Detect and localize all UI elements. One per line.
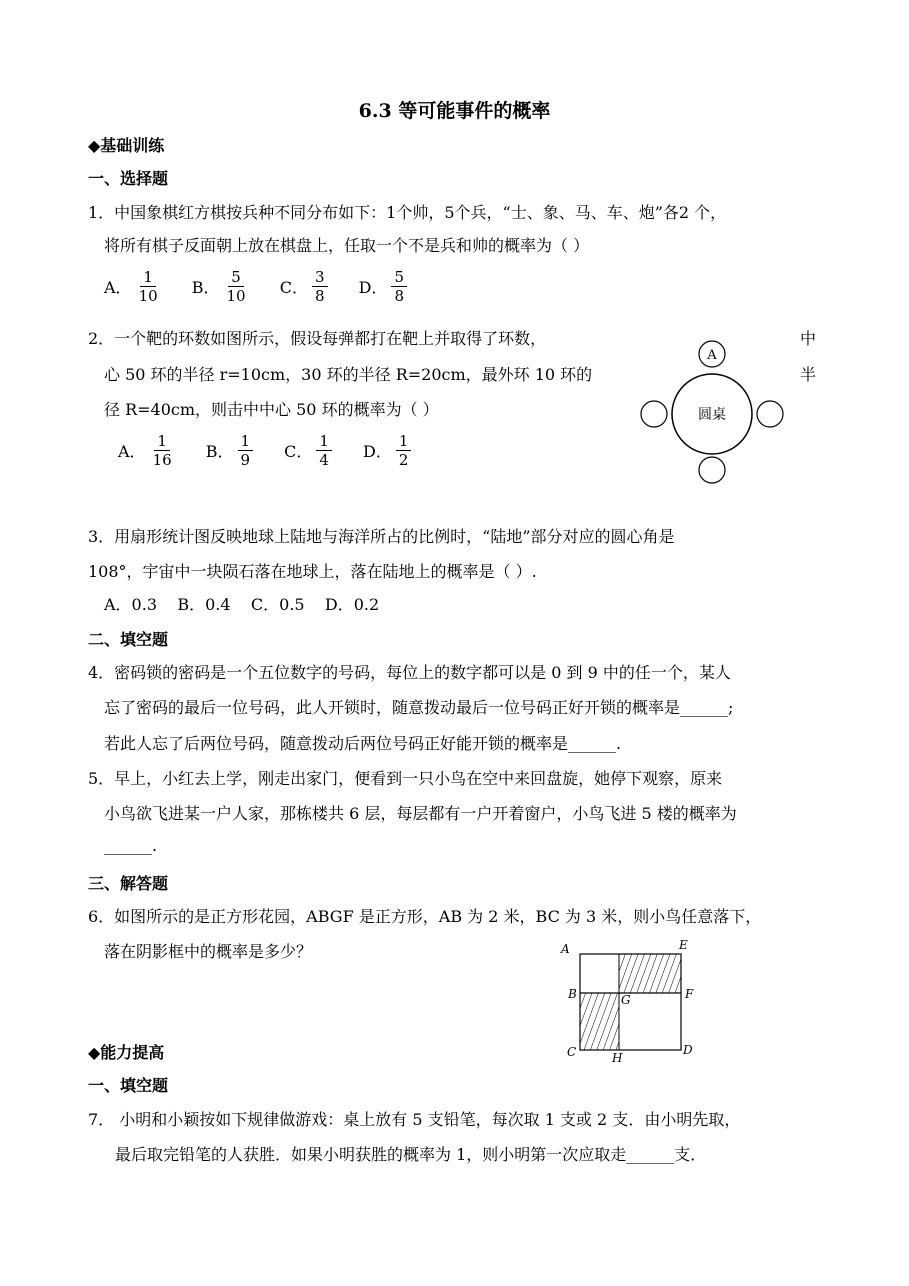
part-fill-heading: 二、填空题 xyxy=(88,630,169,649)
round-table-label: 圆桌 xyxy=(698,407,726,423)
q4-line2: 忘了密码的最后一位号码，此人开锁时，随意拨动最后一位号码正好开锁的概率是______; xyxy=(104,698,734,717)
q7-line2: 最后取完铅笔的人获胜．如果小明获胜的概率为 1，则小明第一次应取走______支． xyxy=(115,1145,707,1164)
q1-options xyxy=(104,268,433,305)
label-d: D xyxy=(683,1043,693,1057)
label-h: H xyxy=(612,1051,623,1065)
shaded-region-top xyxy=(619,954,681,993)
q2-options xyxy=(118,432,437,469)
q4-line1: 4．密码锁的密码是一个五位数字的号码，每位上的数字都可以是 0 到 9 中的任一个，某人 xyxy=(88,663,731,682)
q3-options: A．0.3 B．0.4 C．0.5 D．0.2 xyxy=(104,595,380,614)
q1-line2: 将所有棋子反面朝上放在棋盘上，任取一个不是兵和帅的概率为（ ） xyxy=(104,236,590,255)
q2-option-b: B． $\frac{1}{9}$ xyxy=(206,432,253,469)
shaded-region-bottom xyxy=(580,993,619,1050)
q2-line2: 心 50 环的半径 r=10cm，30 环的半径 R=20cm，最外环 10 环的 xyxy=(104,365,593,384)
q1-option-a: A． $\frac{1}{10}$ xyxy=(104,268,158,305)
q2-line1: 2．一个靶的环数如图所示，假设每弹都打在靶上并取得了环数， xyxy=(88,329,547,348)
label-b: B xyxy=(568,987,577,1001)
label-a: A xyxy=(561,942,570,956)
q2-line2-right: 半 xyxy=(800,365,817,384)
page-title: 6.3 等可能事件的概率 xyxy=(358,100,551,122)
section-adv-heading: ◆能力提高 xyxy=(88,1043,165,1062)
round-table-figure xyxy=(636,338,788,486)
q1-option-c: C． $\frac{3}{8}$ xyxy=(280,268,328,305)
square-garden-figure xyxy=(555,936,705,1066)
seat-right-circle xyxy=(757,401,783,427)
label-g: G xyxy=(621,993,631,1007)
q2-line1-right: 中 xyxy=(800,329,817,348)
label-c: C xyxy=(567,1045,577,1059)
part-adv-fill-heading: 一、填空题 xyxy=(88,1076,169,1095)
q2-option-c: C． $\frac{1}{4}$ xyxy=(284,432,332,469)
seat-a-label: A xyxy=(707,348,717,363)
seat-left-circle xyxy=(641,401,667,427)
seat-bottom-circle xyxy=(699,457,725,483)
q2-option-d: D． $\frac{1}{2}$ xyxy=(363,432,411,469)
q5-line3: ______. xyxy=(104,836,158,855)
label-f: F xyxy=(685,987,694,1001)
q5-line2: 小鸟欲飞进某一户人家，那栋楼共 6 层，每层都有一户开着窗户，小鸟飞进 5 楼的概率为 xyxy=(104,804,737,823)
label-e: E xyxy=(679,938,688,952)
part-answer-heading: 三、解答题 xyxy=(88,874,169,893)
q4-line3: 若此人忘了后两位号码，随意拨动后两位号码正好能开锁的概率是______. xyxy=(104,734,622,753)
part-choice-heading: 一、选择题 xyxy=(88,169,169,188)
q6-line1: 6．如图所示的是正方形花园，ABGF 是正方形，AB 为 2 米，BC 为 3 米，则小鸟任意落下， xyxy=(88,907,762,926)
q1-option-d: D． $\frac{5}{8}$ xyxy=(359,268,407,305)
q3-line1: 3．用扇形统计图反映地球上陆地与海洋所占的比例时，“陆地”部分对应的圆心角是 xyxy=(88,527,675,546)
q6-line2: 落在阴影框中的概率是多少？ xyxy=(104,942,313,961)
q7-line1: 7． 小明和小颖按如下规律做游戏：桌上放有 5 支铅笔，每次取 1 支或 2 支．由小明先取， xyxy=(88,1110,741,1129)
q5-line1: 5．早上，小红去上学，刚走出家门，便看到一只小鸟在空中来回盘旋，她停下观察，原来 xyxy=(88,769,723,788)
section-basic-heading: ◆基础训练 xyxy=(88,136,165,155)
q2-option-a: A． $\frac{1}{16}$ xyxy=(118,432,172,469)
q1-line1: 1．中国象棋红方棋按兵种不同分布如下：1个帅，5个兵，“士、象、马、车、炮”各2 个， xyxy=(88,203,727,222)
q1-option-b: B． $\frac{5}{10}$ xyxy=(191,268,246,305)
q2-line3: 径 R=40cm，则击中中心 50 环的概率为（ ） xyxy=(104,400,439,419)
q3-line2: 108°，宇宙中一块陨石落在地球上，落在陆地上的概率是（ ）. xyxy=(88,562,537,581)
